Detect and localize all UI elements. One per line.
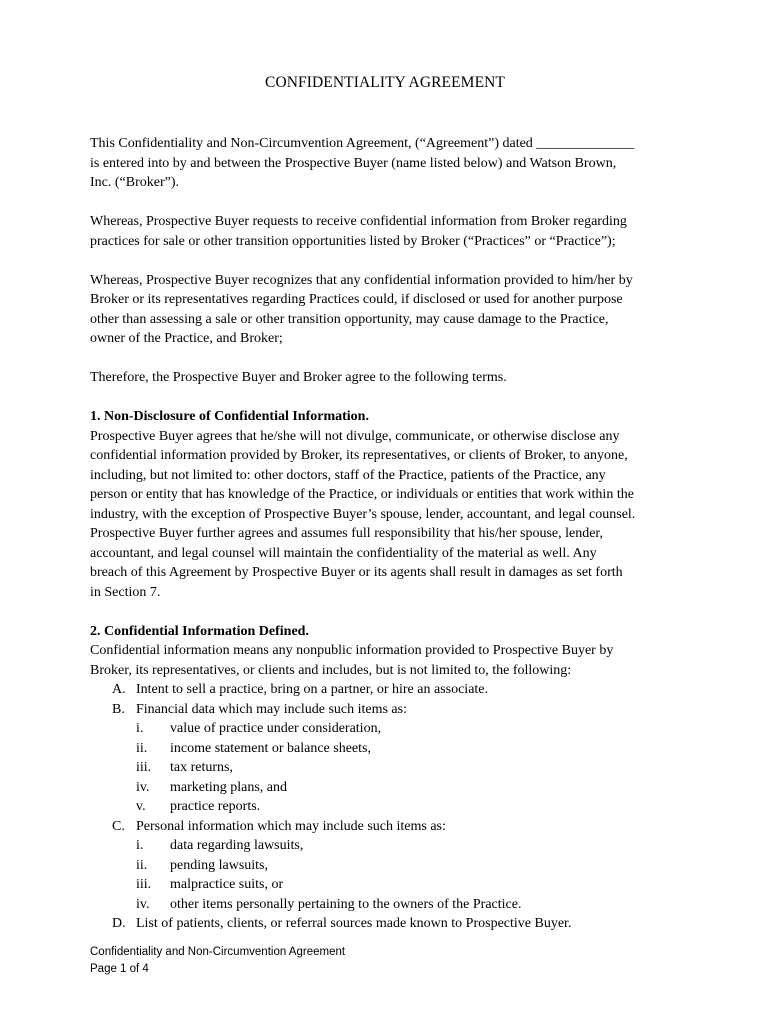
- text-line: Whereas, Prospective Buyer recognizes that any confidential information provided to him/her by: [90, 272, 633, 288]
- list-item-text: Personal information which may include such items as:: [136, 818, 446, 834]
- list-subitem-text: pending lawsuits,: [170, 857, 268, 873]
- text-line: Therefore, the Prospective Buyer and Broker agree to the following terms.: [90, 370, 507, 385]
- text-line: Broker, its representatives, or clients and includes, but is not limited to, the following:: [90, 662, 572, 678]
- list-item-text: List of patients, clients, or referral sources made known to Prospective Buyer.: [136, 916, 572, 931]
- list-subitem: [90, 836, 695, 856]
- text-line: accountant, and legal counsel will maintain the confidentiality of the material as well. Any: [90, 545, 597, 561]
- list-marker: iii.: [136, 877, 152, 892]
- list-subitem-text: malpractice suits, or: [170, 877, 284, 892]
- text-line: practices for sale or other transition opportunities listed by Broker (“Practices” or “Practice”);: [90, 233, 616, 249]
- footer-document-name: Confidentiality and Non-Circumvention Agreement: [90, 946, 346, 958]
- list-marker: i.: [136, 721, 144, 736]
- text-line: in Section 7.: [90, 584, 161, 600]
- text-line: breach of this Agreement by Prospective Buyer or its agents shall result in damages as set forth: [90, 565, 623, 580]
- list-marker: i.: [136, 838, 144, 853]
- text-line: Prospective Buyer agrees that he/she will not divulge, communicate, or otherwise disclose any: [90, 428, 620, 444]
- text-line: industry, with the exception of Prospective Buyer’s spouse, lender, accountant, and legal counsel.: [90, 506, 636, 522]
- list-subitem: [90, 875, 695, 895]
- intro-paragraph: [90, 134, 695, 193]
- text-line: owner of the Practice, and Broker;: [90, 331, 283, 346]
- therefore-paragraph: [90, 368, 695, 388]
- text-line: other than assessing a sale or other transition opportunity, may cause damage to the Practice,: [90, 311, 609, 327]
- list-marker: A.: [112, 682, 126, 697]
- text-line: confidential information provided by Broker, its representatives, or clients of Broker, to anyone,: [90, 448, 628, 463]
- list-subitem: [90, 895, 695, 915]
- definition-list: [90, 680, 695, 934]
- list-marker: iv.: [136, 896, 150, 912]
- whereas-paragraph-1: [90, 212, 695, 251]
- list-marker: B.: [112, 701, 125, 717]
- section-1-heading: 1. Non-Disclosure of Confidential Information.: [90, 409, 369, 424]
- list-marker: ii.: [136, 857, 148, 873]
- list-subitem-text: practice reports.: [170, 799, 261, 814]
- text-line: Broker or its representatives regarding Practices could, if disclosed or used for another purpose: [90, 292, 623, 307]
- section-2: [90, 622, 695, 934]
- list-subitem: [90, 778, 695, 798]
- list-item-text: Intent to sell a practice, bring on a partner, or hire an associate.: [136, 682, 489, 697]
- document-title: CONFIDENTIALITY AGREEMENT: [265, 74, 505, 91]
- text-line: Inc. (“Broker”).: [90, 175, 180, 190]
- list-marker: iii.: [136, 760, 152, 775]
- list-subitem-text: data regarding lawsuits,: [170, 838, 304, 853]
- text-line: This Confidentiality and Non-Circumvention Agreement, (“Agreement”) dated ______________: [90, 136, 635, 151]
- list-marker: D.: [112, 916, 126, 931]
- list-marker: iv.: [136, 779, 150, 795]
- list-item-d: [90, 914, 695, 934]
- section-1: [90, 407, 695, 602]
- list-subitem: [90, 758, 695, 778]
- list-subitem: [90, 739, 695, 759]
- document-body: [90, 134, 695, 934]
- list-marker: C.: [112, 818, 125, 834]
- list-item-c: [90, 817, 695, 837]
- list-item-b: [90, 700, 695, 720]
- list-subitem: [90, 856, 695, 876]
- list-subitem-text: value of practice under consideration,: [170, 721, 382, 736]
- page-footer: [90, 944, 345, 978]
- list-subitem-text: marketing plans, and: [170, 779, 288, 795]
- text-line: is entered into by and between the Prospective Buyer (name listed below) and Watson Brown,: [90, 155, 617, 171]
- text-line: Prospective Buyer further agrees and assumes full responsibility that his/her spouse, lender,: [90, 526, 604, 541]
- text-line: Whereas, Prospective Buyer requests to receive confidential information from Broker regarding: [90, 214, 627, 229]
- list-subitem: [90, 719, 695, 739]
- whereas-paragraph-2: [90, 271, 695, 349]
- list-item-a: [90, 680, 695, 700]
- list-subitem-text: other items personally pertaining to the owners of the Practice.: [170, 896, 522, 912]
- list-subitem-text: income statement or balance sheets,: [170, 740, 371, 756]
- list-subitem: [90, 797, 695, 817]
- footer-page-number: Page 1 of 4: [90, 963, 149, 975]
- list-marker: ii.: [136, 740, 148, 756]
- section-2-heading: 2. Confidential Information Defined.: [90, 623, 309, 639]
- list-marker: v.: [136, 799, 146, 814]
- list-subitem-text: tax returns,: [170, 760, 233, 775]
- text-line: including, but not limited to: other doctors, staff of the Practice, patients of the Practice, any: [90, 467, 606, 483]
- text-line: person or entity that has knowledge of the Practice, or individuals or entities that work within the: [90, 487, 634, 502]
- text-line: Confidential information means any nonpublic information provided to Prospective Buyer by: [90, 643, 614, 658]
- list-item-text: Financial data which may include such items as:: [136, 701, 407, 717]
